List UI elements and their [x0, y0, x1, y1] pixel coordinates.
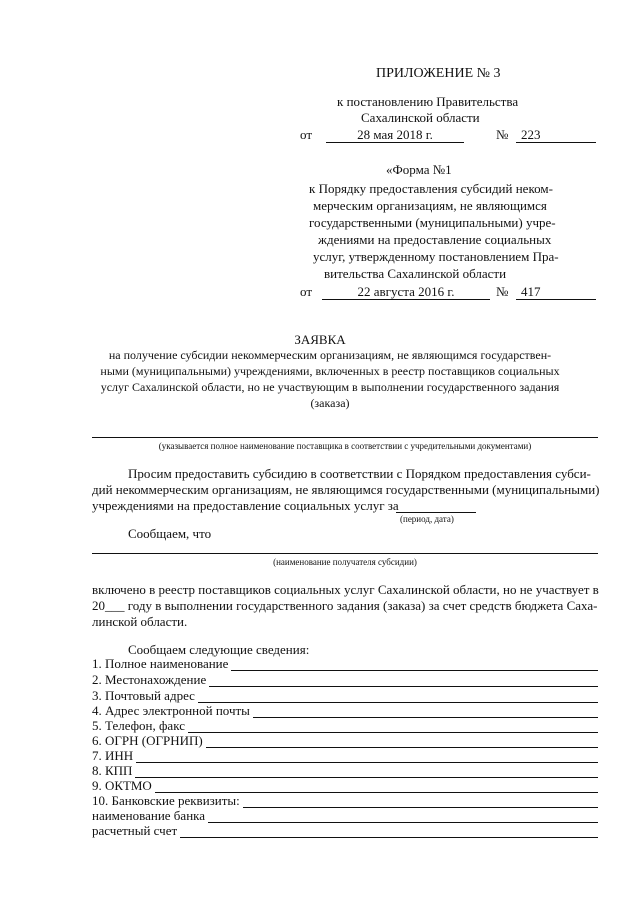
appendix-number-label: № [496, 127, 509, 142]
heading-line-2: ными (муниципальными) учреждениями, включенных в реестр поставщиков социальных [100, 364, 560, 378]
appendix-from-label: от [300, 127, 313, 142]
request-line-2: дий некоммерческим организациям, не являющимся государственными (муниципальными) [92, 482, 600, 497]
field-bank-name [92, 808, 598, 823]
field-line[interactable] [209, 675, 598, 687]
form-ref-number: 417 [521, 284, 541, 299]
field-line[interactable] [155, 781, 598, 793]
registry-line-2: 20___ году в выполнении государственного задания (заказа) за счет средств бюджета Саха- [92, 598, 598, 613]
form-ref-number-underline [516, 299, 596, 300]
field-line[interactable] [198, 691, 598, 703]
field-kpp [92, 763, 598, 778]
registry-line-1: включено в реестр поставщиков социальных услуг Сахалинской области, но не участвует в [92, 582, 599, 597]
appendix-date-underline [326, 142, 464, 143]
field-label: 9. ОКТМО [92, 778, 152, 793]
field-line[interactable] [135, 766, 598, 778]
appendix-number: 223 [521, 127, 541, 142]
field-phone-fax [92, 718, 598, 733]
form-ref-number-label: № [496, 284, 509, 299]
field-label: расчетный счет [92, 823, 178, 838]
field-line[interactable] [243, 796, 598, 808]
field-label: 6. ОГРН (ОГРНИП) [92, 733, 203, 748]
field-line[interactable] [206, 736, 598, 748]
field-inn [92, 748, 598, 763]
form-ref-date-underline [322, 299, 490, 300]
field-label: 7. ИНН [92, 748, 134, 763]
form-ref-line-1: к Порядку предоставления субсидий неком- [309, 181, 553, 196]
supplier-name-hint: (указывается полное наименование поставщика в соответствии с учредительными документами) [158, 441, 532, 451]
field-label: 1. Полное наименование [92, 656, 229, 671]
appendix-date: 28 мая 2018 г. [357, 127, 433, 142]
appendix-number-underline [516, 142, 596, 143]
field-line[interactable] [136, 751, 598, 763]
field-bank-details [92, 793, 598, 808]
field-line[interactable] [231, 659, 598, 671]
period-hint: (период, дата) [400, 514, 454, 524]
field-label: наименование банка [92, 808, 206, 823]
supplier-name-line[interactable] [92, 437, 598, 438]
field-line[interactable] [253, 706, 598, 718]
details-intro: Сообщаем следующие сведения: [128, 642, 310, 657]
field-label: 3. Почтовый адрес [92, 688, 195, 703]
heading-line-1: на получение субсидии некоммерческим организациям, не являющимся государствен- [108, 348, 552, 362]
appendix-line-1: к постановлению Правительства [337, 94, 519, 109]
recipient-name-line[interactable] [92, 553, 598, 554]
field-label: 8. КПП [92, 763, 133, 778]
form-ref-from-label: от [300, 284, 313, 299]
registry-line-3: линской области. [92, 614, 188, 629]
field-label: 4. Адрес электронной почты [92, 703, 250, 718]
field-line[interactable] [208, 811, 598, 823]
field-ogrn [92, 733, 598, 748]
form-ref-line-4: ждениями на предоставление социальных [318, 232, 552, 247]
field-oktmo [92, 778, 598, 793]
field-postal-address [92, 688, 598, 703]
form-ref-line-2: мерческим организациям, не являющимся [313, 198, 547, 213]
field-line[interactable] [188, 721, 598, 733]
form-ref-line-5: услуг, утвержденному постановлением Пра- [313, 249, 559, 264]
field-full-name [92, 656, 598, 671]
period-line[interactable] [396, 512, 476, 513]
request-line-1: Просим предоставить субсидию в соответствии с Порядком предоставления субси- [128, 466, 591, 481]
form-ref-date: 22 августа 2016 г. [357, 284, 455, 299]
field-location [92, 672, 598, 687]
request-line-3: учреждениями на предоставление социальных услуг за [92, 498, 399, 513]
document-title: ЗАЯВКА [294, 332, 346, 347]
field-settlement-account [92, 823, 598, 838]
form-ref-title: «Форма №1 [386, 162, 452, 177]
appendix-line-2: Сахалинской области [361, 110, 480, 125]
field-label: 5. Телефон, факс [92, 718, 185, 733]
form-ref-line-3: государственными (муниципальными) учре- [309, 215, 556, 230]
appendix-title: ПРИЛОЖЕНИЕ № 3 [376, 66, 501, 81]
field-line[interactable] [180, 826, 598, 838]
heading-line-4: (заказа) [310, 396, 350, 410]
inform-text: Сообщаем, что [128, 526, 212, 541]
field-email [92, 703, 598, 718]
recipient-name-hint: (наименование получателя субсидии) [273, 557, 417, 567]
field-label: 2. Местонахождение [92, 672, 207, 687]
form-ref-line-6: вительства Сахалинской области [324, 266, 507, 281]
field-label: 10. Банковские реквизиты: [92, 793, 240, 808]
heading-line-3: услуг Сахалинской области, но не участвующим в выполнении государственного задания [100, 380, 560, 394]
